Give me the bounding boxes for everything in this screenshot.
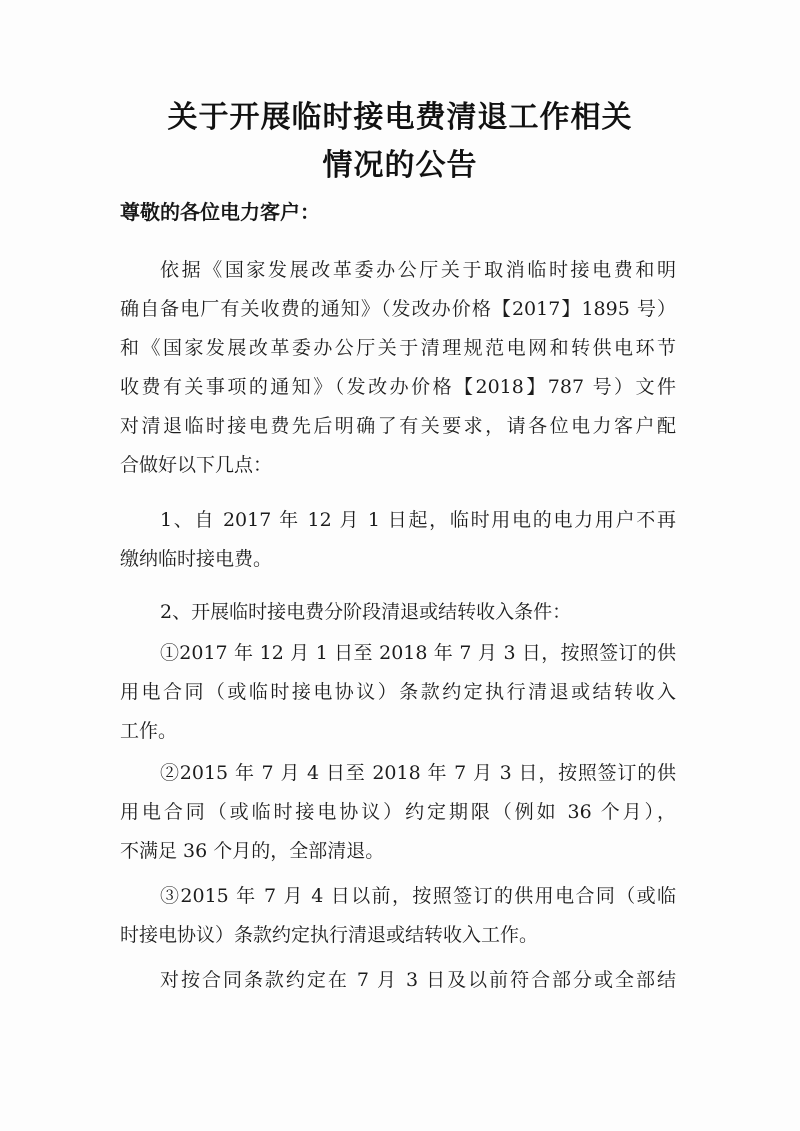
- list-item-1-line: 缴纳临时接电费。: [120, 548, 273, 570]
- body-line: 收费有关事项的通知》（发改办价格【2018】787 号）文件: [120, 376, 676, 398]
- body-line: 依据《国家发展改革委办公厅关于取消临时接电费和明: [160, 259, 676, 281]
- sub-item-2-line: ②2015 年 7 月 4 日至 2018 年 7 月 3 日，按照签订的供: [160, 762, 676, 784]
- sub-item-3-line: ③2015 年 7 月 4 日以前，按照签订的供用电合同（或临: [160, 885, 676, 907]
- list-item-1-line: 1、自 2017 年 12 月 1 日起，临时用电的电力用户不再: [160, 509, 676, 531]
- body-line: 合做好以下几点：: [120, 454, 273, 476]
- sub-item-3-line: 时接电协议）条款约定执行清退或结转收入工作。: [120, 924, 539, 946]
- body-line: 对按合同条款约定在 7 月 3 日及以前符合部分或全部结: [160, 969, 676, 991]
- list-item-2-line: 2、开展临时接电费分阶段清退或结转收入条件：: [160, 601, 572, 623]
- document-title-line-2: 情况的公告: [322, 148, 478, 183]
- body-line: 确自备电厂有关收费的通知》（发改办价格【2017】1895 号）: [120, 298, 676, 320]
- salutation: 尊敬的各位电力客户：: [120, 200, 320, 224]
- body-line: 对清退临时接电费先后明确了有关要求，请各位电力客户配: [120, 415, 676, 437]
- body-line: 和《国家发展改革委办公厅关于清理规范电网和转供电环节: [120, 337, 676, 359]
- sub-item-1-line: ①2017 年 12 月 1 日至 2018 年 7 月 3 日，按照签订的供: [160, 642, 676, 664]
- sub-item-2-line: 用电合同（或临时接电协议）约定期限（例如 36 个月），: [120, 801, 676, 823]
- sub-item-1-line: 用电合同（或临时接电协议）条款约定执行清退或结转收入: [120, 681, 676, 703]
- sub-item-1-line: 工作。: [120, 720, 178, 742]
- document-title-line-1: 关于开展临时接电费清退工作相关: [167, 100, 633, 135]
- sub-item-2-line: 不满足 36 个月的，全部清退。: [120, 840, 385, 862]
